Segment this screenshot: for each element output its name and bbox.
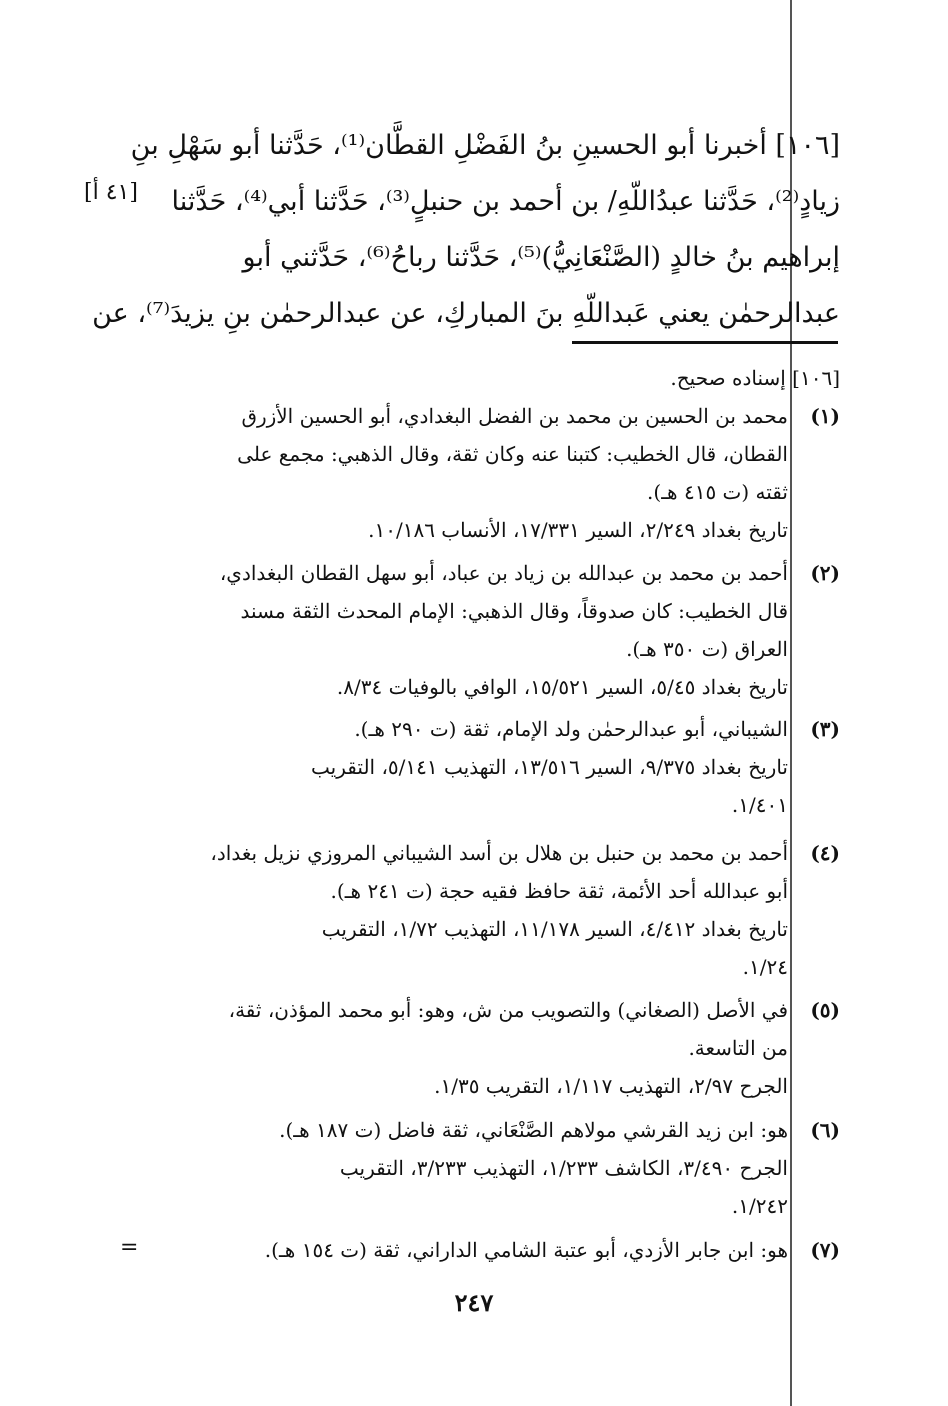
footnote-line: قال الخطيب: كان صدوقاً، وقال الذهبي: الإمام المحدث الثقة مسند: [240, 599, 788, 623]
footnote-line: ١/٢٤.: [742, 955, 788, 979]
footnote-number: (٣): [810, 717, 840, 741]
footnote-number: (٤): [810, 841, 840, 865]
footnote-line: أبو عبدالله أحد الأئمة، ثقة حافظ فقيه حجة (ت ٢٤١ هـ).: [330, 879, 788, 903]
footnote-number: (٥): [810, 998, 840, 1022]
footnote-number: (٧): [810, 1238, 840, 1262]
continuation-mark: =: [120, 1235, 139, 1260]
footnote-line: أحمد بن محمد بن حنبل بن هلال بن أسد الشيباني المروزي نزيل بغداد،: [210, 841, 788, 865]
main-text-line: [١٠٦] أخبرنا أبو الحسينِ بنُ الفَضْلِ القطَّان⁽¹⁾، حَدَّثنا أبو سَهْلِ بنِ: [130, 130, 840, 161]
footnote-number: (٢): [810, 561, 840, 585]
footnote-line: القطان، قال الخطيب: كتبنا عنه وكان ثقة، وقال الذهبي: مجمع على: [237, 442, 788, 466]
footnote-line: محمد بن الحسين بن محمد بن الفضل البغدادي، أبو الحسين الأزرق: [241, 404, 788, 428]
footnote-line: الجرح ٣/٤٩٠، الكاشف ١/٢٣٣، التهذيب ٣/٢٣٣، التقريب: [339, 1156, 788, 1180]
footnote-line: تاريخ بغداد ٥/٤٥، السير ١٥/٥٢١، الوافي بالوفيات ٨/٣٤.: [336, 675, 788, 699]
footnote-line: هو: ابن زيد القرشي مولاهم الصَّنْعَاني، ثقة فاضل (ت ١٨٧ هـ).: [279, 1118, 788, 1142]
footnote-header: [١٠٦] إسناده صحيح.: [670, 366, 840, 390]
footnote-line: تاريخ بغداد ٤/٤١٢، السير ١١/١٧٨، التهذيب ١/٧٢، التقريب: [321, 917, 788, 941]
footnote-line: ١/٢٤٢.: [731, 1194, 788, 1218]
footnote-line: ١/٤٠١.: [731, 793, 788, 817]
footnote-separator: [572, 341, 838, 344]
footnote-line: تاريخ بغداد ٩/٣٧٥، السير ١٣/٥١٦، التهذيب ٥/١٤١، التقريب: [311, 755, 788, 779]
footnote-number: (٦): [810, 1118, 840, 1142]
footnote-line: أحمد بن محمد بن عبدالله بن زياد بن عباد، أبو سهل القطان البغدادي،: [219, 561, 788, 585]
footnote-line: في الأصل (الصغاني) والتصويب من ش، وهو: أبو محمد المؤذن، ثقة،: [228, 998, 788, 1022]
manuscript-folio-ref: [٤١ أ]: [84, 180, 138, 205]
main-text-line: إبراهيم بنُ خالدٍ (الصَّنْعَانِيُّ)⁽⁵⁾، حَدَّثنا رباحُ⁽⁶⁾، حَدَّثني أبو: [242, 242, 840, 273]
footnote-line: ثقته (ت ٤١٥ هـ).: [647, 480, 788, 504]
footnote-number: (١): [810, 404, 840, 428]
footnote-line: الشيباني، أبو عبدالرحمٰن ولد الإمام، ثقة (ت ٢٩٠ هـ).: [354, 717, 788, 741]
main-text-line: عبدالرحمٰن يعني عَبداللّهِ بنَ المباركِ، عن عبدالرحمٰن بنِ يزيدَ⁽⁷⁾، عن: [92, 298, 840, 329]
footnote-line: العراق (ت ٣٥٠ هـ).: [626, 637, 788, 661]
main-text-line: زيادٍ⁽²⁾، حَدَّثنا عبدُاللّهِ/ بن أحمد بن حنبلٍ⁽³⁾، حَدَّثنا أبي⁽⁴⁾، حَدَّثنا: [171, 186, 840, 217]
footnote-line: هو: ابن جابر الأزدي، أبو عتبة الشامي الداراني، ثقة (ت ١٥٤ هـ).: [264, 1238, 788, 1262]
footnote-line: من التاسعة.: [688, 1036, 788, 1060]
page-number: ٢٤٧: [454, 1288, 494, 1317]
footnote-line: تاريخ بغداد ٢/٢٤٩، السير ١٧/٣٣١، الأنساب ١٠/١٨٦.: [368, 518, 788, 542]
footnote-line: الجرح ٢/٩٧، التهذيب ١/١١٧، التقريب ١/٣٥.: [434, 1074, 788, 1098]
